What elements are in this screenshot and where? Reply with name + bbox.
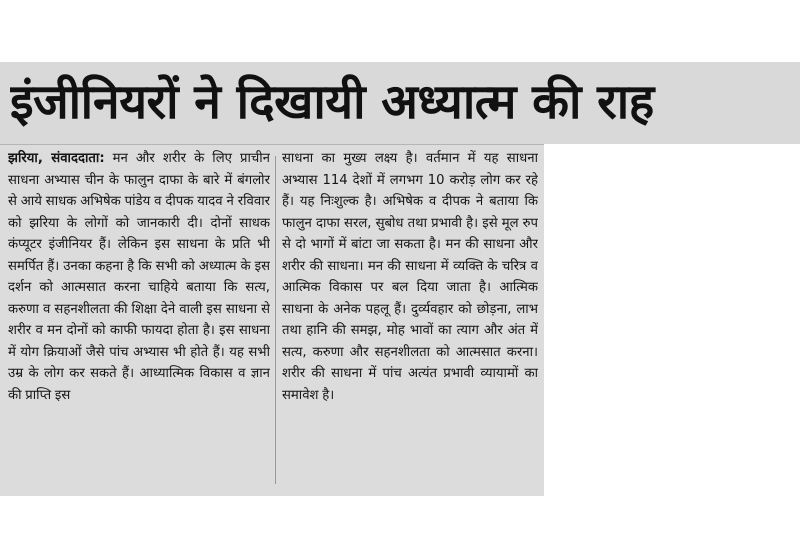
column-2-paragraph	[282, 148, 538, 406]
column-divider	[275, 156, 276, 484]
article-column-2	[282, 148, 538, 492]
column-1-text: मन और शरीर के लिए प्राचीन साधना अभ्यास चीन के फालुन दाफा के बारे में बंगलोर से आये साधक अभिषेक पांडेय व दीपक यादव ने रविवार को झरिया के लोगों को जानकारी दी। दोनों साधक कंप्यूटर इंजीनियर हैं। लेकिन इस साधना के प्रति भी समर्पित हैं। उनका कहना है कि सभी को अध्यात्म के इस दर्शन को आत्मसात करना चाहिये बताया कि सत्य, करुणा व सहनशीलता की शिक्षा देने वाली इस साधना से शरीर व मन दोनों को काफी फायदा होता है। इस साधना में योग क्रियाओं जैसे पांच अभ्यास भी होते हैं। यह सभी उम्र के लोग कर सकते हैं। आध्यात्मिक विकास व ज्ञान की प्राप्ति इस	[8, 151, 270, 403]
article-headline: इंजीनियरों ने दिखायी अध्यात्म की राह	[10, 74, 654, 130]
article-column-1	[8, 148, 270, 492]
column-2-text: साधना का मुख्य लक्ष्य है। वर्तमान में यह साधना अभ्यास 114 देशों में लगभग 10 करोड़ लोग कर रहे हैं। यह निःशुल्क है। अभिषेक व दीपक ने बताया कि फालुन दाफा सरल, सुबोध तथा प्रभावी है। इसे मूल रुप से दो भागों में बांटा जा सकता है। मन की साधना और शरीर की साधना। मन की साधना में व्यक्ति के चरित्र व आत्मिक विकास पर बल दिया जाता है। आत्मिक साधना के अनेक पहलू हैं। दुर्व्यवहार को छोड़ना, लाभ तथा हानि की समझ, मोह भावों का त्याग और अंत में सत्य, करुणा और सहनशीलता को आत्मसात करना। शरीर की साधना में पांच अत्यंत प्रभावी व्यायामों का समावेश है।	[282, 151, 538, 403]
headline-divider	[0, 144, 544, 145]
column-1-paragraph	[8, 148, 270, 406]
headline-band	[0, 62, 800, 144]
newspaper-clipping	[0, 62, 800, 496]
article-dateline: झरिया, संवाददाता:	[8, 151, 105, 166]
